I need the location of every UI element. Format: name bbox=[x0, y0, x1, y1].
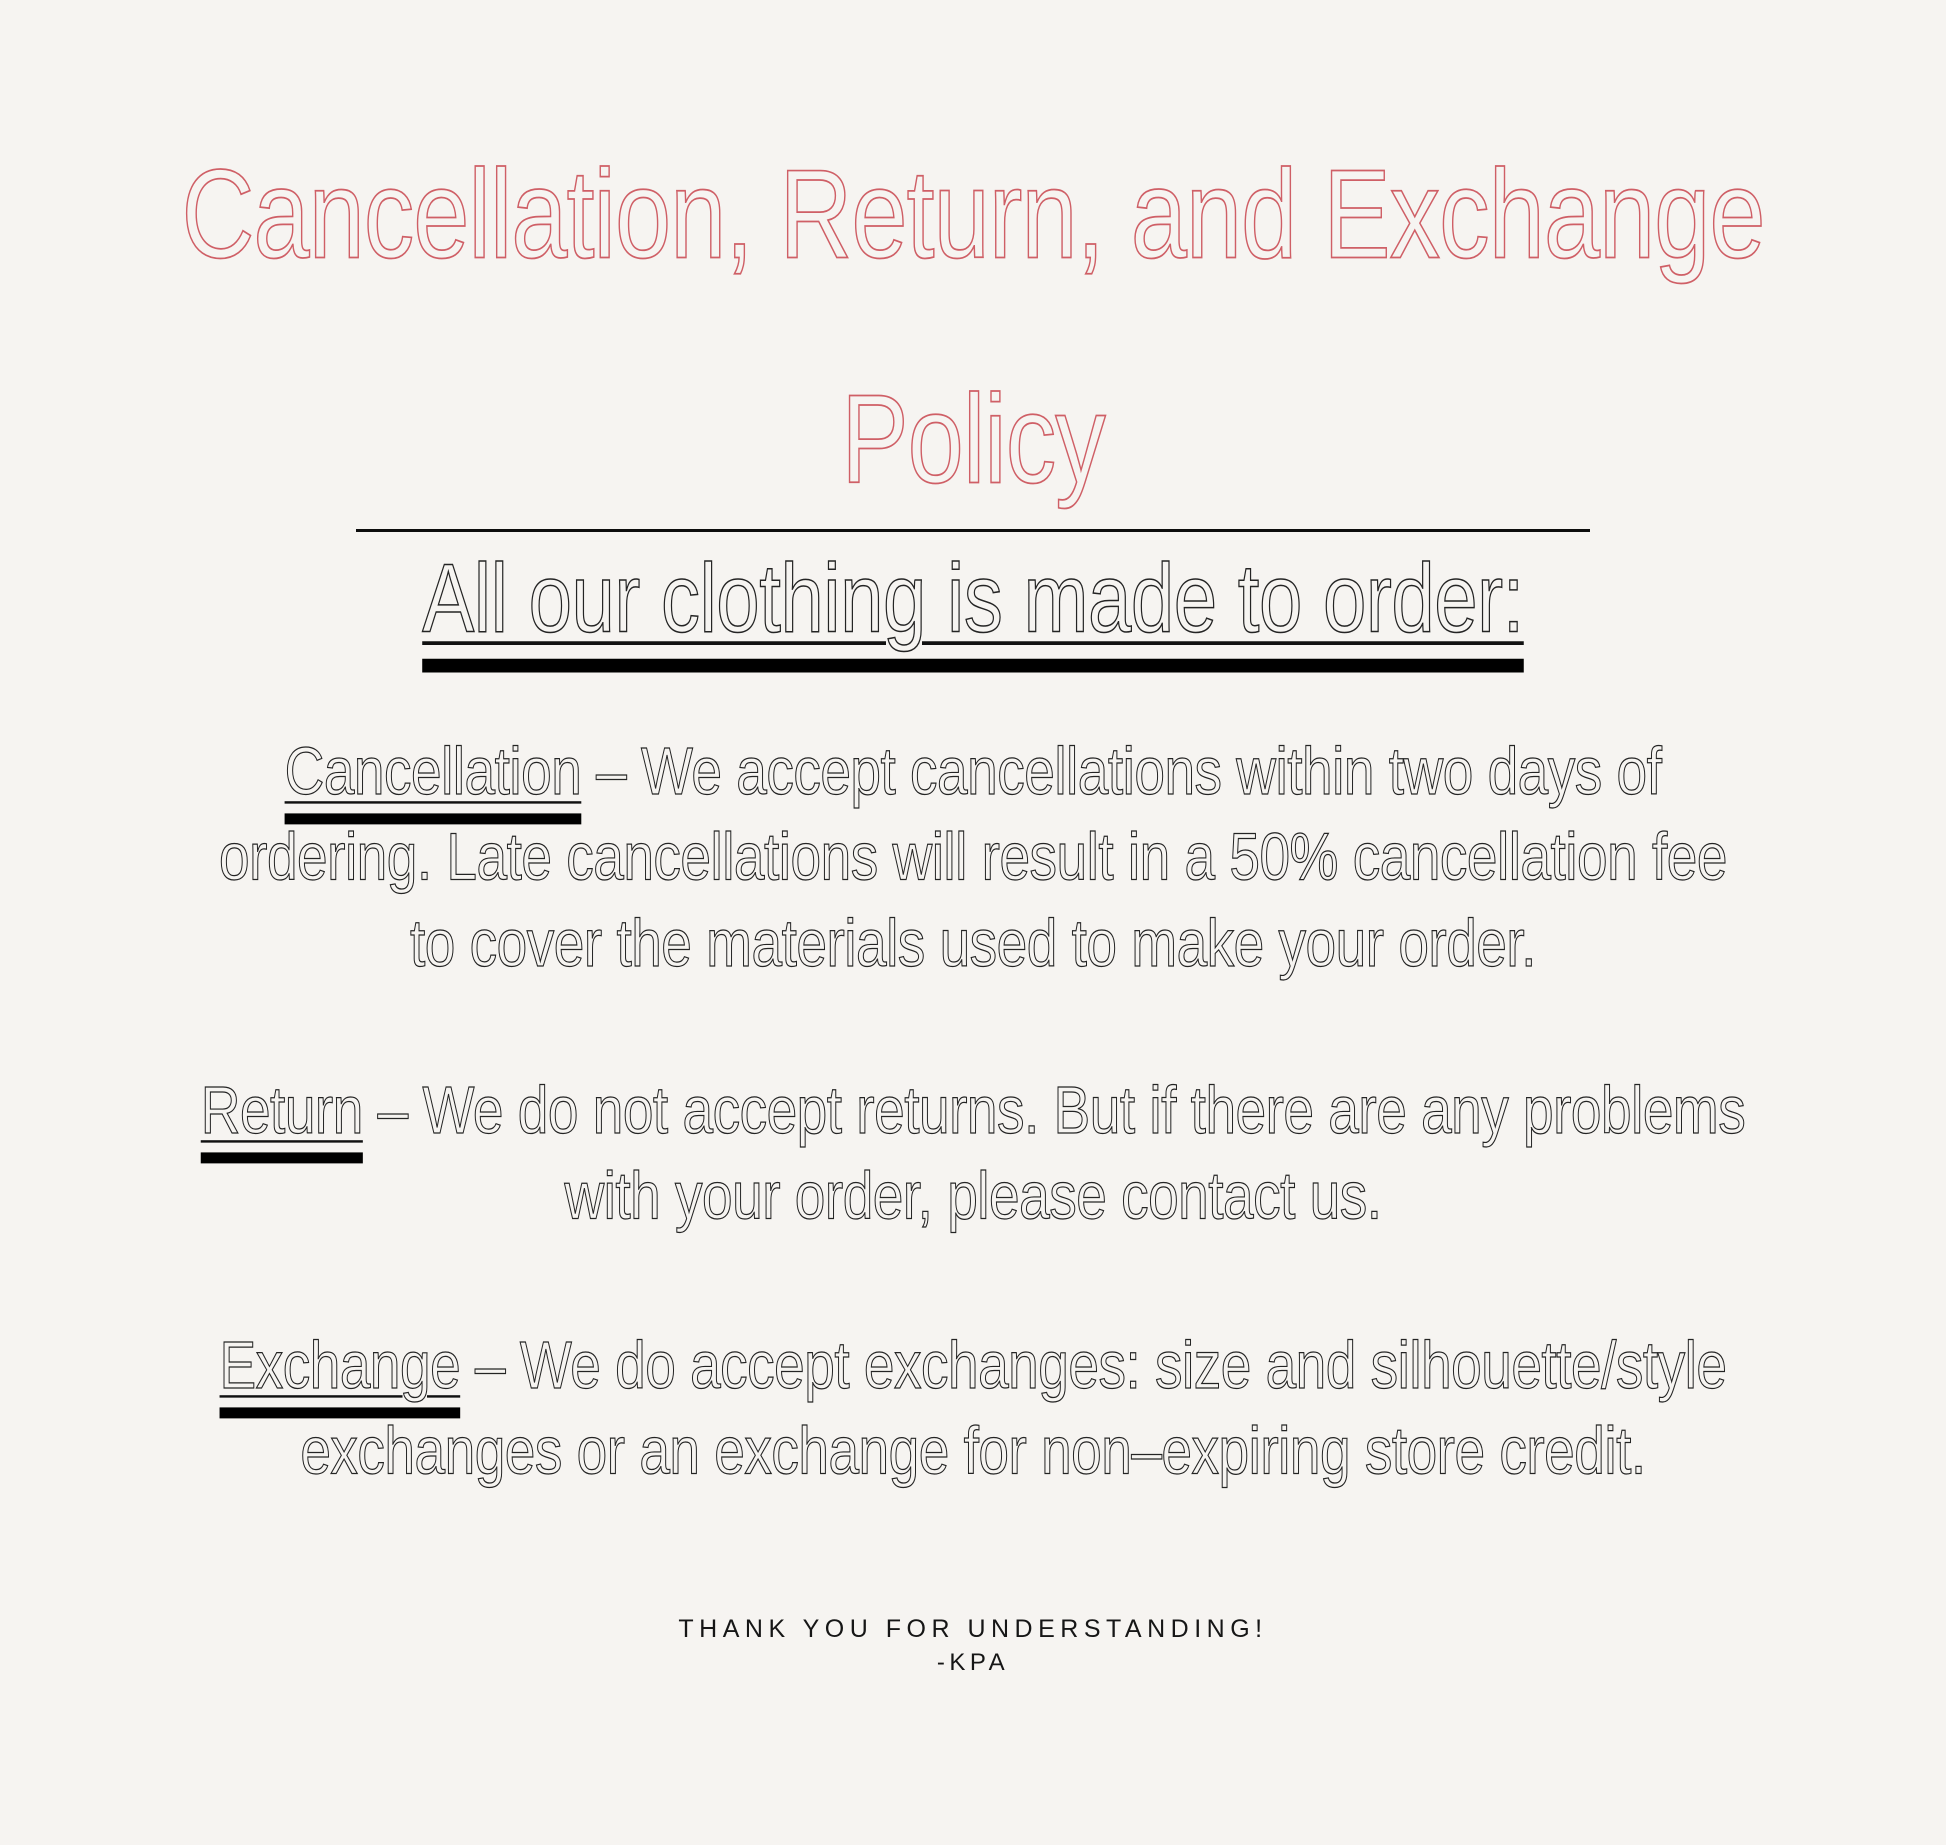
page-title-line2: Policy bbox=[841, 370, 1105, 510]
policy-section-exchange bbox=[0, 1322, 1946, 1494]
policy-line bbox=[0, 1067, 1946, 1153]
policy-line: to cover the materials used to make your order. bbox=[410, 904, 1536, 981]
section-text: – We do not accept returns. But if there are any problems bbox=[362, 1071, 1746, 1148]
footer-signature: -KPA bbox=[936, 1649, 1010, 1676]
section-term-exchange: Exchange bbox=[219, 1326, 461, 1403]
term-underline bbox=[285, 733, 582, 809]
term-underline bbox=[201, 1072, 363, 1148]
section-term-cancellation: Cancellation bbox=[284, 732, 582, 809]
subtitle bbox=[0, 535, 1946, 662]
subtitle-text: All our clothing is made to order: bbox=[422, 542, 1524, 653]
title-divider bbox=[356, 529, 1590, 532]
policy-line: with your order, please contact us. bbox=[564, 1157, 1382, 1234]
policy-section-return bbox=[0, 1067, 1946, 1239]
section-text: – We do accept exchanges: size and silhouette/style bbox=[460, 1326, 1727, 1403]
term-underline bbox=[220, 1327, 461, 1403]
footer-thanks: THANK YOU FOR UNDERSTANDING! bbox=[678, 1615, 1268, 1643]
section-term-return: Return bbox=[200, 1071, 363, 1148]
policy-section-cancellation bbox=[0, 728, 1946, 986]
footer bbox=[0, 1612, 1946, 1680]
policy-line bbox=[0, 1322, 1946, 1408]
policy-line bbox=[0, 728, 1946, 814]
subtitle-underline bbox=[422, 543, 1524, 653]
section-text: – We accept cancellations within two days of bbox=[581, 732, 1662, 809]
page-title-line1: Cancellation, Return, and Exchange bbox=[181, 145, 1765, 285]
policy-line: ordering. Late cancellations will result in a 50% cancellation fee bbox=[219, 818, 1727, 895]
policy-line: exchanges or an exchange for non–expiring store credit. bbox=[300, 1412, 1646, 1489]
